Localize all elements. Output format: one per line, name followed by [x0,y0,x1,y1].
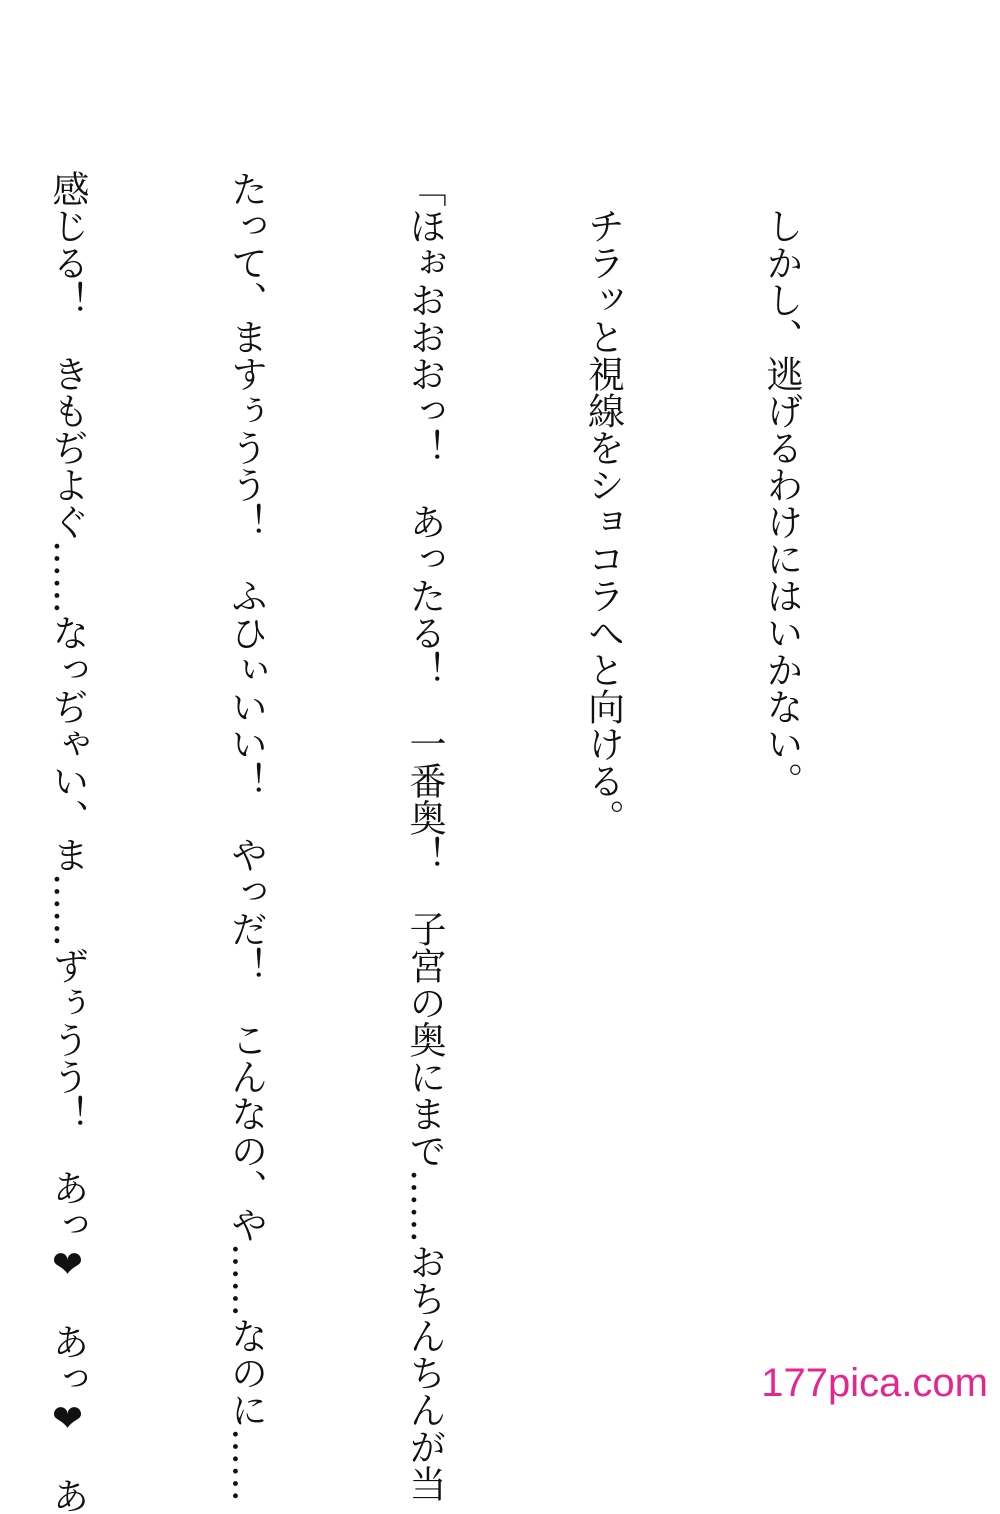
watermark-link[interactable]: 177pica.com [761,1361,988,1405]
text-line-5: 感じる！ きもぢよぐ……なっぢゃい、ま……ずぅうう！ あっ❤ あっ❤ あ [46,170,89,1514]
text-line-4: たって、ますぅうう！ ふひぃいい！ やっだ！ こんなの、や……なのに…… [224,170,268,1502]
text-line-1: しかし、逃げるわけにはいかない。 [760,170,803,799]
text-line-3: 「ほぉおおおっ！ あったる！ 一番奥！ 子宮の奥にまで……おちんちんが当 [403,170,446,1502]
text-line-2: チラッと視線をショコラへと向ける。 [581,170,625,836]
